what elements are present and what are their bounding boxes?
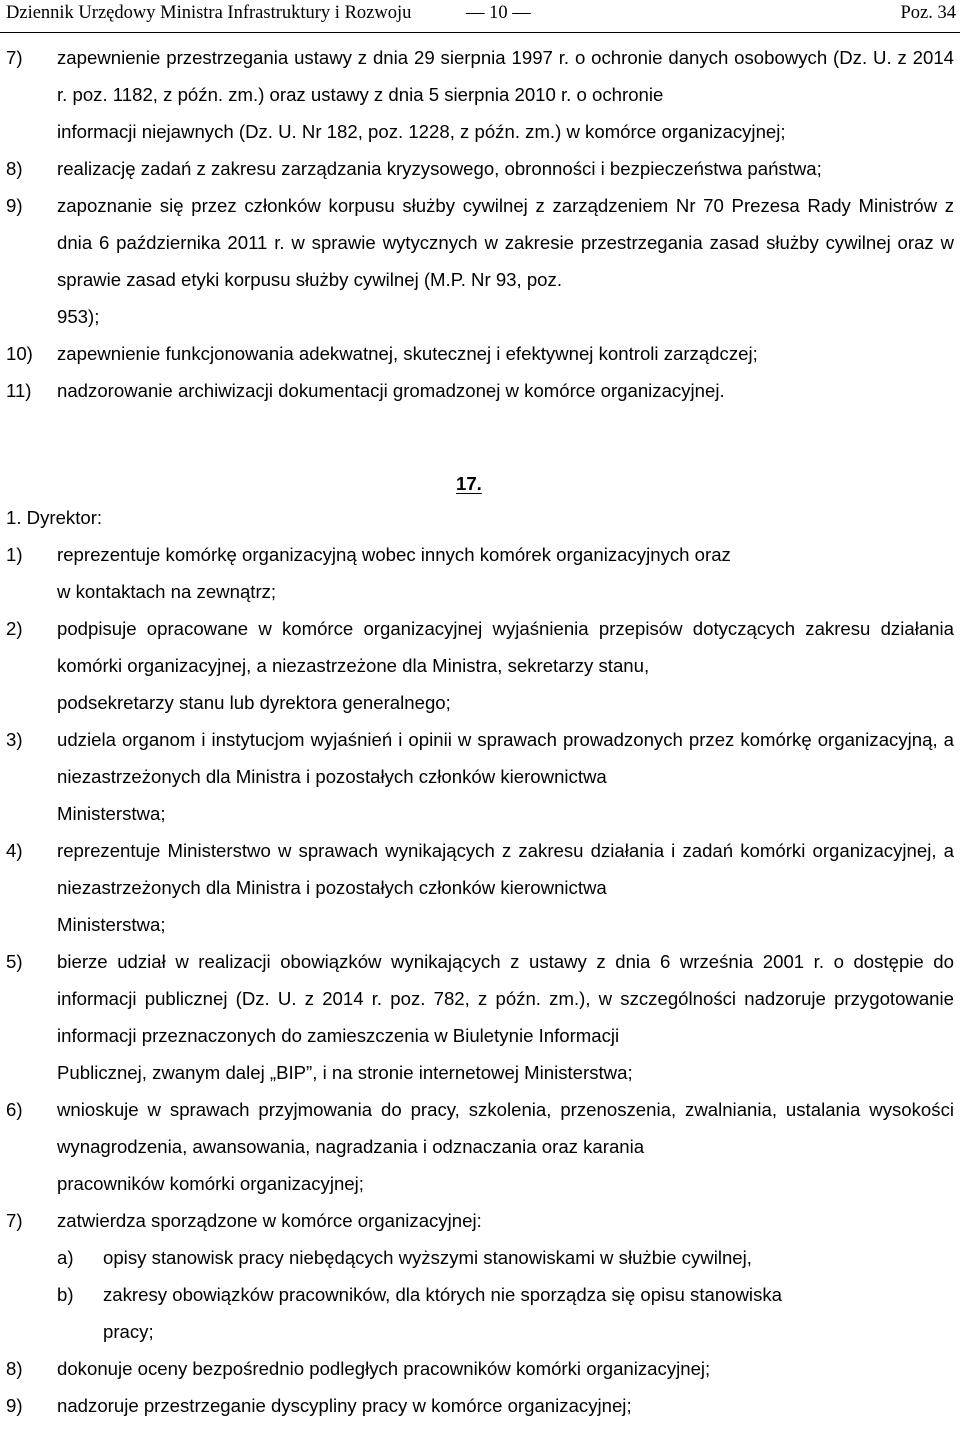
list-item-text: 953); — [57, 306, 100, 327]
list-item-text: zapewnienie funkcjonowania adekwatnej, skutecznej i efektywnej kontroli zarządczej; — [57, 343, 758, 364]
section-spacer — [0, 409, 960, 469]
list-item — [0, 1350, 960, 1387]
list-item-text: pracowników komórki organizacyjnej; — [57, 1173, 364, 1194]
list-number: 10) — [6, 343, 33, 364]
list-number: 7) — [6, 1210, 23, 1231]
sublist-item — [0, 1276, 960, 1350]
list-number: 8) — [6, 158, 23, 179]
list-item — [0, 721, 960, 832]
list-item-text: nadzoruje przestrzeganie dyscypliny pracy w komórce organizacyjnej; — [57, 1395, 632, 1416]
section-number: 17. — [456, 473, 482, 494]
list-number: 5) — [6, 951, 23, 972]
list-item-text: udziela organom i instytucjom wyjaśnień i opinii w sprawach prowadzonych przez komórkę organizacyjną, a niezastrzeżonych dla Ministra i pozostałych członków kierownictwa — [57, 729, 954, 787]
list-item-text: zapoznanie się przez członków korpusu służby cywilnej z zarządzeniem Nr 70 Prezesa Rady Ministrów z dnia 6 października 2011 r. w sprawie wytycznych w zakresie przestrzegania zasad służby cywilnej oraz w sprawie zasad etyki korpusu służby cywilnej (M.P. Nr 93, poz. — [57, 195, 954, 290]
sublist-item — [0, 1239, 960, 1276]
list-item — [0, 1091, 960, 1202]
list-item — [0, 610, 960, 721]
list-number: 11) — [6, 380, 32, 401]
list-item — [0, 372, 960, 409]
list-item-text: Ministerstwa; — [57, 803, 166, 824]
list-item-text: podsekretarzy stanu lub dyrektora generalnego; — [57, 692, 451, 713]
list-a — [0, 39, 960, 409]
list-item — [0, 1387, 960, 1424]
sublist — [0, 1239, 960, 1350]
list-item-text: podpisuje opracowane w komórce organizacyjnej wyjaśnienia przepisów dotyczących zakresu działania komórki organizacyjnej, a niezastrzeżone dla Ministra, sekretarzy stanu, — [57, 618, 954, 676]
list-item — [0, 1202, 960, 1239]
list-item-text: bierze udział w realizacji obowiązków wynikających z ustawy z dnia 6 września 2001 r. o dostępie do informacji publicznej (Dz. U. z 2014 r. poz. 782, z późn. zm.), w szczególności nadzoruje przygotowanie informacji przeznaczonych do zamieszczenia w Biuletynie Informacji — [57, 951, 954, 1046]
position-number: Poz. 34 — [900, 3, 956, 23]
sublist-label: a) — [57, 1247, 74, 1268]
list-item — [0, 943, 960, 1091]
list-c — [0, 1350, 960, 1424]
list-item-text: Ministerstwa; — [57, 914, 166, 935]
list-item-text: opisy stanowisk pracy niebędących wyższymi stanowiskami w służbie cywilnej, — [103, 1247, 752, 1268]
list-item — [0, 150, 960, 187]
list-number: 1) — [6, 544, 23, 565]
list-item — [0, 335, 960, 372]
list-item-text: zakresy obowiązków pracowników, dla których nie sporządza się opisu stanowiska — [103, 1284, 782, 1305]
list-item — [0, 39, 960, 150]
list-number: 9) — [6, 1395, 23, 1416]
list-item-text: dokonuje oceny bezpośrednio podległych pracowników komórki organizacyjnej; — [57, 1358, 711, 1379]
list-item-text: realizację zadań z zakresu zarządzania kryzysowego, obronności i bezpieczeństwa państwa; — [57, 158, 822, 179]
page-number: — 10 — — [466, 3, 531, 23]
page-header — [0, 0, 960, 33]
list-b — [0, 536, 960, 1239]
list-item-text: informacji niejawnych (Dz. U. Nr 182, poz. 1228, z późn. zm.) w komórce organizacyjnej; — [57, 121, 786, 142]
list-item-text: w kontaktach na zewnątrz; — [57, 581, 277, 602]
list-number: 6) — [6, 1099, 23, 1120]
list-item-text: zapewnienie przestrzegania ustawy z dnia 29 sierpnia 1997 r. o ochronie danych osobowych (Dz. U. z 2014 r. poz. 1182, z późn. zm.) oraz ustawy z dnia 5 sierpnia 2010 r. o ochronie — [57, 47, 954, 105]
journal-title: Dziennik Urzędowy Ministra Infrastruktury i Rozwoju — [6, 3, 412, 23]
list-number: 7) — [6, 47, 23, 68]
paragraph-intro: 1. Dyrektor: — [6, 507, 103, 528]
list-item-text: Publicznej, zwanym dalej „BIP”, i na stronie internetowej Ministerstwa; — [57, 1062, 633, 1083]
list-item-text: nadzorowanie archiwizacji dokumentacji gromadzonej w komórce organizacyjnej. — [57, 380, 725, 401]
list-item-text: wnioskuje w sprawach przyjmowania do pracy, szkolenia, przenoszenia, zwalniania, ustalania wysokości wynagrodzenia, awansowania, nagradzania i odznaczania oraz karania — [57, 1099, 954, 1157]
list-item — [0, 536, 960, 610]
sublist-label: b) — [57, 1284, 74, 1305]
list-number: 2) — [6, 618, 23, 639]
list-item — [0, 187, 960, 335]
list-number: 3) — [6, 729, 23, 750]
list-number: 4) — [6, 840, 23, 861]
list-item-text: reprezentuje Ministerstwo w sprawach wynikających z zakresu działania i zadań komórki organizacyjnej, a niezastrzeżonych dla Ministra i pozostałych członków kierownictwa — [57, 840, 954, 898]
list-item-text: pracy; — [103, 1321, 154, 1342]
list-item-text: reprezentuje komórkę organizacyjną wobec innych komórek organizacyjnych oraz — [57, 544, 731, 565]
list-item — [0, 832, 960, 943]
list-item-text: zatwierdza sporządzone w komórce organizacyjnej: — [57, 1210, 482, 1231]
list-number: 8) — [6, 1358, 23, 1379]
list-number: 9) — [6, 195, 23, 216]
document-body — [0, 39, 960, 1424]
